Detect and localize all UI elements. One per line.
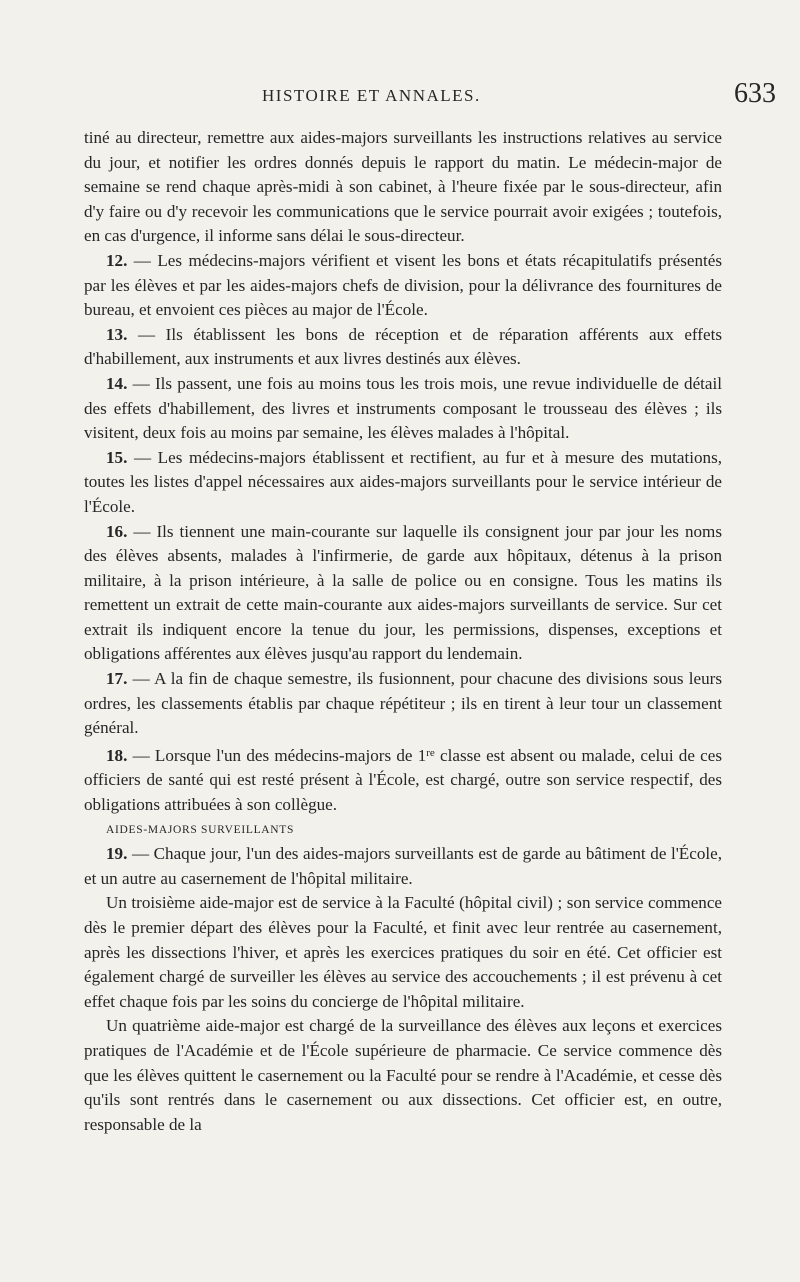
article-number: 19.	[106, 844, 128, 864]
paragraph-text: — Chaque jour, l'un des aides-majors surveillants est de garde au bâtiment de l'École, et un autre au casernement de l'hôpital militaire.	[84, 844, 722, 888]
paragraph-text: classe est absent ou malade, celui de ces officiers de santé qui est resté présent à l'École, est chargé, outre son service respectif, des obligations attribuées à son collègue.	[84, 745, 722, 815]
article-number: 12.	[106, 250, 128, 270]
article-14	[84, 372, 722, 446]
paragraph-text: — Ils établissent les bons de réception et de réparation afférents aux effets d'habillement, aux instruments et aux livres destinés aux élèves.	[84, 324, 722, 369]
article-17	[84, 667, 722, 741]
article-16	[84, 520, 722, 668]
article-number: 18.	[106, 745, 128, 765]
article-13	[84, 323, 722, 372]
body-text	[84, 126, 722, 1137]
article-number: 13.	[106, 324, 128, 344]
article-12	[84, 249, 722, 323]
ordinal: 1	[417, 745, 427, 765]
article-number: 14.	[106, 373, 128, 393]
paragraph-text: Un troisième aide-major est de service à la Faculté (hôpital civil) ; son service commence dès le premier départ des élèves pour la Faculté, et finit avec leur rentrée au casernement, après les dissections l'hiver, et après les exercices pratiques du soir en été. Cet officier est également chargé de surveiller les élèves au service des accouchements ; il est prévenu à cet effet chaque fois par les soins du concierge de l'hôpital militaire.	[84, 893, 722, 1011]
page-number: 633	[734, 78, 776, 109]
paragraph-text: Un quatrième aide-major est chargé de la surveillance des élèves aux leçons et exercices pratiques de l'Académie et de l'École supérieure de pharmacie. Ce service commence dès que les élèves quittent le casernement ou la Faculté pour se rendre à l'Académie, et cesse dès qu'ils sont rentrés dans le casernement ou aux dissections. Cet officier est, en outre, responsable de la	[84, 1016, 722, 1134]
section-heading: AIDES-MAJORS SURVEILLANTS	[106, 823, 295, 836]
paragraph	[84, 1014, 722, 1137]
article-number: 15.	[106, 447, 128, 467]
page-header	[0, 78, 800, 112]
paragraph-text: — Lorsque l'un des médecins-majors de	[127, 745, 418, 765]
paragraph-text: — A la fin de chaque semestre, ils fusionnent, pour chacune des divisions sous leurs ordres, les classements établis par chaque répétiteur ; ils en tirent à leur tour un classement général.	[84, 669, 722, 738]
paragraph-text: — Ils tiennent une main-courante sur laquelle ils consignent jour par jour les noms des élèves absents, malades à l'infirmerie, de garde aux hôpitaux, détenus à la prison militaire, à la prison intérieure, à la salle de police ou en consigne. Tous les matins ils remettent un extrait de cette main-courante aux aides-majors surveillants de service. Sur cet extrait ils indiquent encore la tenue du jour, les permissions, dispenses, exceptions et obligations afférentes aux élèves jusqu'au rapport du lendemain.	[84, 521, 722, 664]
article-19	[84, 842, 722, 891]
paragraph-text: — Les médecins-majors établissent et rectifient, au fur et à mesure des mutations, toutes les listes d'appel nécessaires aux aides-majors surveillants pour le service intérieur de l'École.	[84, 447, 722, 516]
paragraph-text: tiné au directeur, remettre aux aides-majors surveillants les instructions relatives au service du jour, et notifier les ordres donnés depuis le rapport du matin. Le médecin-major de semaine se rend chaque après-midi à son cabinet, à l'heure fixée par le sous-directeur, afin d'y faire ou d'y recevoir les communications que le service pourrait avoir exigées ; toutefois, en cas d'urgence, il informe sans délai le sous-directeur.	[84, 128, 722, 246]
paragraph-text: — Ils passent, une fois au moins tous les trois mois, une revue individuelle de détail des effets d'habillement, des livres et instruments composant le trousseau des élèves ; ils visitent, deux fois au moins par semaine, les élèves malades à l'hôpital.	[84, 373, 722, 443]
paragraph	[84, 891, 722, 1014]
paragraph	[84, 126, 722, 249]
paragraph-text: — Les médecins-majors vérifient et visent les bons et états récapitulatifs présentés par les élèves et par les aides-majors chefs de division, pour la délivrance des fournitures de bureau, et envoient ces pièces au major de l'École.	[84, 250, 722, 320]
ordinal-suffix: re	[426, 746, 435, 759]
running-head: HISTOIRE ET ANNALES.	[262, 86, 481, 105]
article-15	[84, 446, 722, 520]
article-18	[84, 741, 722, 818]
article-number: 16.	[106, 521, 128, 541]
article-number: 17.	[106, 669, 128, 689]
